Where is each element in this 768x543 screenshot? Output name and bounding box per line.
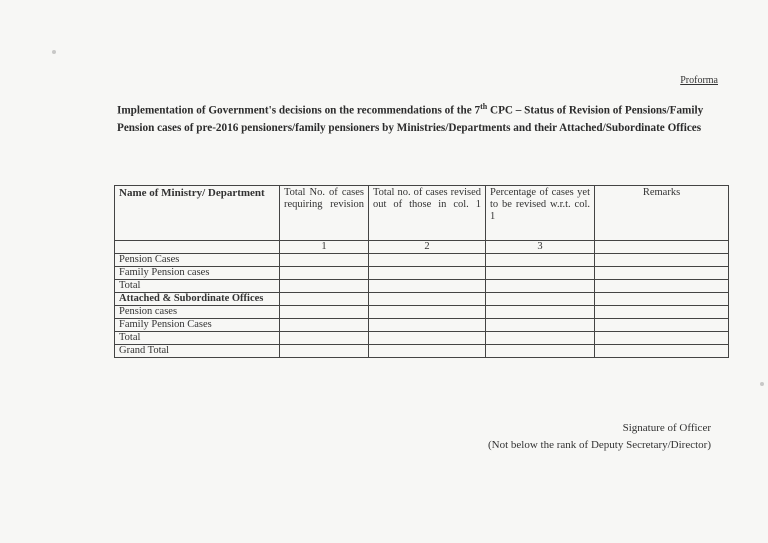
signature-rank-note: (Not below the rank of Deputy Secretary/Director) (488, 439, 711, 451)
row-label-total: Total (115, 280, 280, 293)
row-label-grand-total: Grand Total (115, 345, 280, 358)
header-percentage-yet-to-be-revised: Percentage of cases yet to be revised w.r.t. col. 1 (486, 186, 595, 241)
column-number-2: 2 (369, 241, 486, 254)
column-number-row (115, 241, 729, 254)
table-cell (115, 241, 280, 254)
table-row (115, 267, 729, 280)
table-cell (595, 241, 729, 254)
signature-block (488, 420, 711, 454)
row-label-family-pension-cases-offices: Family Pension Cases (115, 319, 280, 332)
document-heading (117, 98, 727, 137)
status-table (114, 185, 729, 358)
scan-speck (52, 50, 56, 54)
column-number-1: 1 (280, 241, 369, 254)
proforma-label: Proforma (680, 75, 718, 86)
column-number-3: 3 (486, 241, 595, 254)
scan-speck (760, 382, 764, 386)
table-row (115, 306, 729, 319)
row-label-attached-subordinate-offices: Attached & Subordinate Offices (115, 293, 280, 306)
table-row (115, 254, 729, 267)
row-label-pension-cases: Pension Cases (115, 254, 280, 267)
header-total-cases-revised: Total no. of cases revised out of those in col. 1 (369, 186, 486, 241)
table-row (115, 319, 729, 332)
signature-label: Signature of Officer (622, 422, 711, 434)
table-row (115, 280, 729, 293)
header-ministry-department: Name of Ministry/ Department (115, 186, 280, 241)
header-remarks: Remarks (595, 186, 729, 241)
table-row (115, 345, 729, 358)
row-label-pension-cases-offices: Pension cases (115, 306, 280, 319)
heading-superscript: th (480, 102, 488, 111)
table-header-row (115, 186, 729, 241)
table-row (115, 332, 729, 345)
header-total-cases-requiring-revision: Total No. of cases requiring revision (280, 186, 369, 241)
table-row (115, 293, 729, 306)
heading-text-b: CPC – Status of Revision of Pensions/Family Pension cases of pre-2016 pensioners/family pensioners by Ministries/Departments and their Attached/Subordinate Offices (117, 104, 704, 134)
row-label-family-pension-cases: Family Pension cases (115, 267, 280, 280)
heading-text-a: Implementation of Government's decisions on the recommendations of the 7 (117, 104, 481, 117)
row-label-total-offices: Total (115, 332, 280, 345)
